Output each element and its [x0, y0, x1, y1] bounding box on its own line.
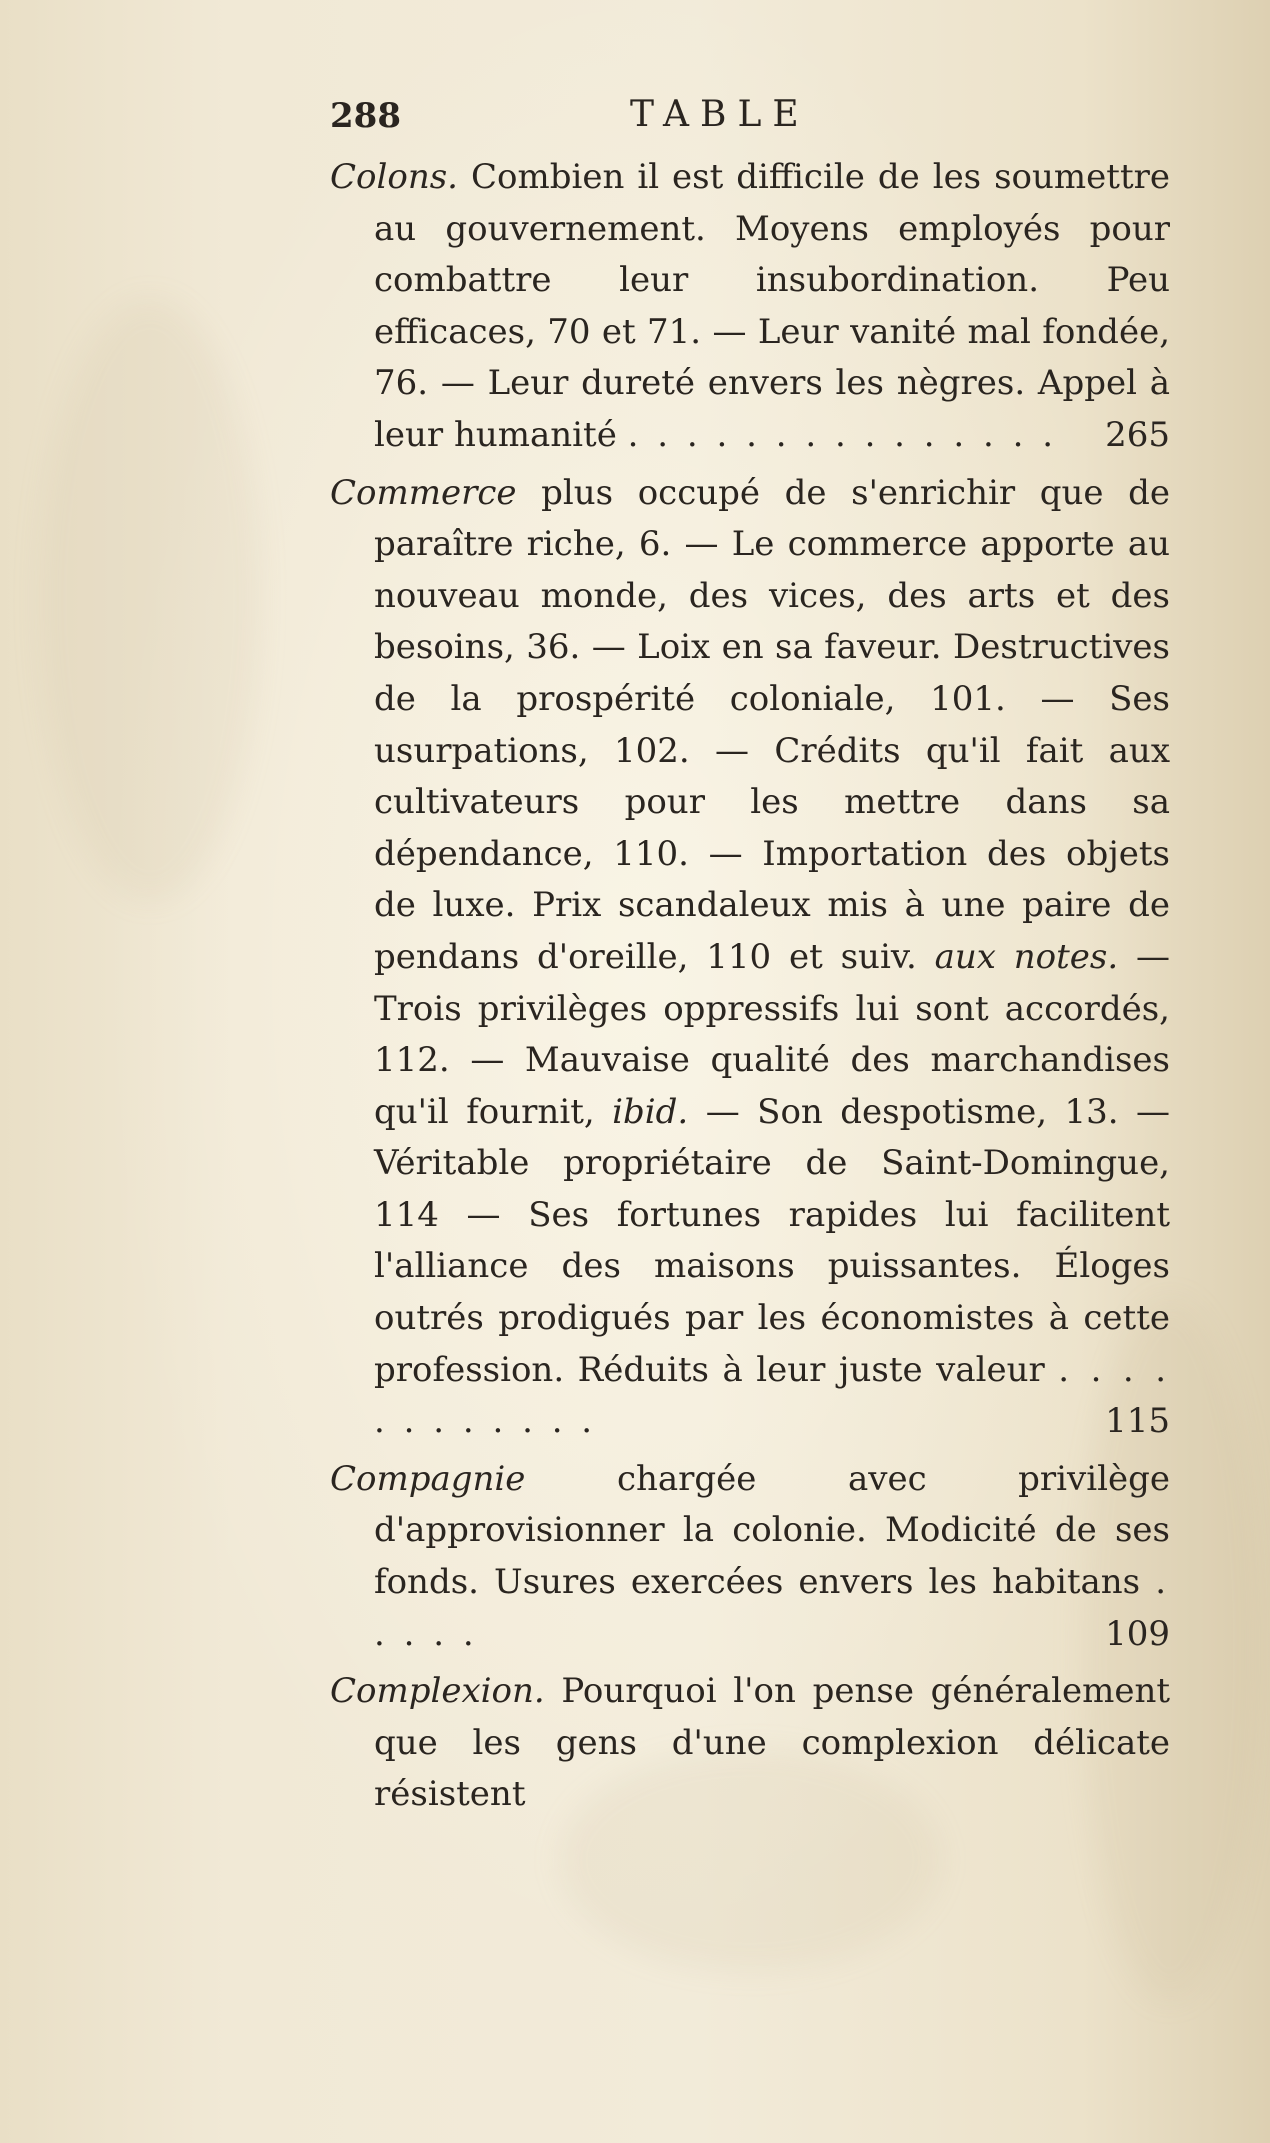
index-entry-compagnie: [330, 1454, 1170, 1660]
running-title: TABLE: [630, 94, 810, 135]
entry-page-ref: 115: [1105, 1401, 1170, 1442]
entry-text: — Son despotisme, 13. — Véritable propriétaire de Saint-Domingue, 114 — Ses fortunes rapides lui facilitent l'alliance des maisons puissantes. Éloges outrés prodigués par les économistes à cette profession. Réduits à leur juste valeur: [374, 1091, 1170, 1390]
entry-text: Pourquoi l'on pense généralement que les gens d'une complexion délicate résistent: [374, 1671, 1170, 1815]
entry-italic-note: aux notes.: [934, 936, 1119, 977]
page-number: 288: [330, 96, 401, 136]
page-content: [330, 88, 1170, 1827]
entry-text: Combien il est difficile de les soumettre au gouvernement. Moyens employés pour combattre leur insubordination. Peu efficaces, 70 et 71. — Leur vanité mal fondée, 76. — Leur dureté envers les nègres. Appel à leur humanité: [374, 157, 1170, 455]
entry-text: chargée avec privilège d'approvisionner la colonie. Modicité de ses fonds. Usures exercées envers les habitans: [374, 1458, 1170, 1603]
entry-text: plus occupé de s'enrichir que de paraître riche, 6. — Le commerce apporte au nouveau monde, des vices, des arts et des besoins, 36. — Loix en sa faveur. Destructives de la prospérité coloniale, 101. — Ses usurpations, 102. — Crédits qu'il fait aux cultivateurs pour les mettre dans sa dépendance, 110. — Importation des objets de luxe. Prix scandaleux mis à une paire de pendans d'oreille, 110 et suiv.: [374, 472, 1170, 977]
entry-headword: Complexion.: [330, 1671, 545, 1712]
dot-leader: . . . . .: [374, 1562, 1171, 1654]
entry-headword: Colons.: [330, 157, 458, 197]
index-entry-colons: [330, 152, 1170, 462]
entry-page-ref: 265: [1105, 414, 1170, 455]
dot-leader: . . . . . . . . . . . .: [374, 1349, 1171, 1442]
paper-stain: [40, 300, 260, 900]
entry-page-ref: 109: [1105, 1613, 1170, 1654]
entry-italic-ibid: ibid.: [612, 1091, 689, 1132]
entry-headword: Commerce: [330, 472, 517, 513]
index-entry-complexion: [330, 1666, 1170, 1821]
entry-text: — Trois privilèges oppressifs lui sont accordés, 112. — Mauvaise qualité des marchandises qu'il fournit,: [374, 936, 1170, 1132]
page-header: [330, 88, 1170, 148]
entry-headword: Compagnie: [330, 1458, 526, 1499]
dot-leader: . . . . . . . . . . . . . . .: [627, 414, 1058, 455]
index-entry-commerce: [330, 468, 1170, 1448]
